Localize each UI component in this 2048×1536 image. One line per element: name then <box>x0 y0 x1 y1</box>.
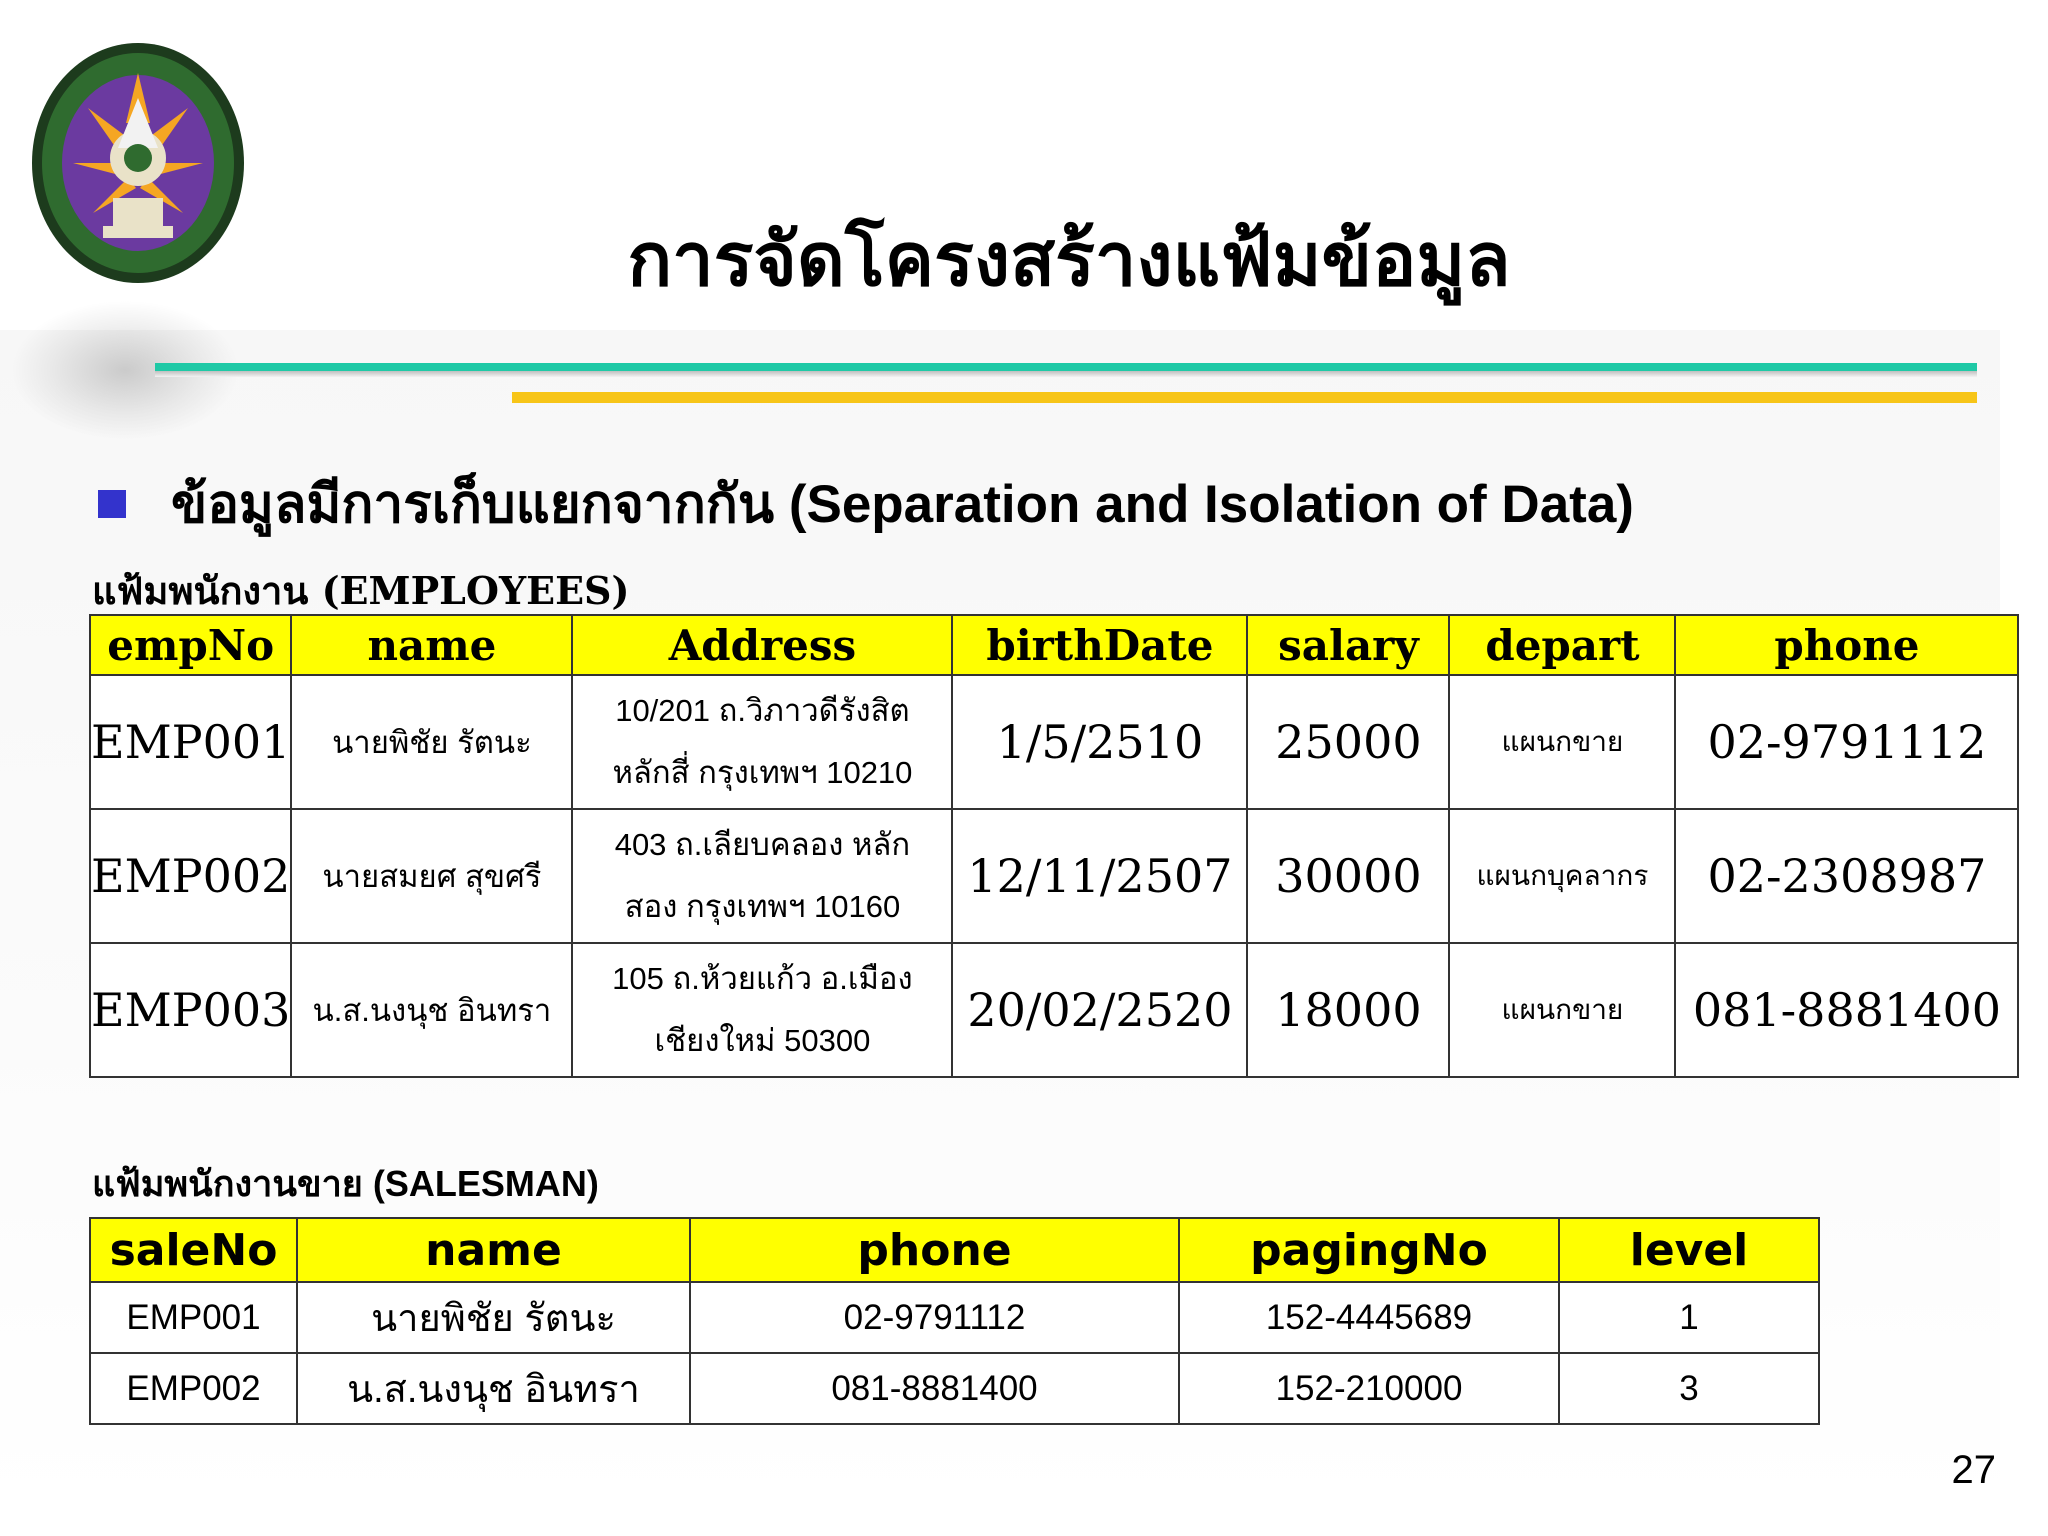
cell-phone: 02-9791112 <box>690 1282 1179 1353</box>
table-row <box>90 943 2018 1077</box>
page-number: 27 <box>1951 1448 1996 1492</box>
address-line: 105 ถ.ห้วยแก้ว อ.เมือง <box>612 961 913 996</box>
cell-salary: 18000 <box>1247 943 1449 1077</box>
cell-phone: 02-9791112 <box>1675 675 2018 809</box>
column-header: birthDate <box>952 615 1247 675</box>
title-rule-gold <box>512 392 1977 403</box>
column-header: salary <box>1247 615 1449 675</box>
salesman-table <box>89 1217 1820 1425</box>
cell-empno: EMP003 <box>90 943 291 1077</box>
bullet-point <box>98 462 1634 546</box>
table-header-row <box>90 615 2018 675</box>
cell-pagingno: 152-4445689 <box>1179 1282 1559 1353</box>
cell-salary: 30000 <box>1247 809 1449 943</box>
cell-name: นายสมยศ สุขศรี <box>291 809 572 943</box>
title-rule-shadow <box>155 371 1977 377</box>
cell-birthdate: 20/02/2520 <box>952 943 1247 1077</box>
column-header: Address <box>572 615 952 675</box>
employees-table <box>89 614 2019 1078</box>
cell-depart: แผนกขาย <box>1449 943 1675 1077</box>
cell-phone: 081-8881400 <box>1675 943 2018 1077</box>
cell-address <box>572 675 952 809</box>
cell-depart: แผนกขาย <box>1449 675 1675 809</box>
cell-saleno: EMP002 <box>90 1353 297 1424</box>
cell-name: นายพิชัย รัตนะ <box>297 1282 690 1353</box>
cell-address <box>572 809 952 943</box>
column-header: depart <box>1449 615 1675 675</box>
column-header: phone <box>1675 615 2018 675</box>
cell-pagingno: 152-210000 <box>1179 1353 1559 1424</box>
cell-phone: 02-2308987 <box>1675 809 2018 943</box>
table-row <box>90 1282 1819 1353</box>
cell-empno: EMP002 <box>90 809 291 943</box>
employees-table-label: แฟ้มพนักงาน (EMPLOYEES) <box>92 568 630 613</box>
column-header: name <box>297 1218 690 1282</box>
column-header: phone <box>690 1218 1179 1282</box>
bullet-text: ข้อมูลมีการเก็บแยกจากกัน (Separation and Isolation of Data) <box>171 475 1634 534</box>
cell-address <box>572 943 952 1077</box>
cell-level: 1 <box>1559 1282 1819 1353</box>
column-header: empNo <box>90 615 291 675</box>
cell-birthdate: 12/11/2507 <box>952 809 1247 943</box>
salesman-table-label: แฟ้มพนักงานขาย (SALESMAN) <box>92 1163 599 1204</box>
cell-salary: 25000 <box>1247 675 1449 809</box>
square-bullet-icon <box>98 490 126 518</box>
cell-depart: แผนกบุคลากร <box>1449 809 1675 943</box>
cell-level: 3 <box>1559 1353 1819 1424</box>
cell-empno: EMP001 <box>90 675 291 809</box>
address-line: หลักสี่ กรุงเทพฯ 10210 <box>612 755 913 790</box>
title-rule-green <box>155 363 1977 371</box>
cell-name: นายพิชัย รัตนะ <box>291 675 572 809</box>
table-row <box>90 809 2018 943</box>
table-row <box>90 1353 1819 1424</box>
address-line: 10/201 ถ.วิภาวดีรังสิต <box>615 693 910 728</box>
table-header-row <box>90 1218 1819 1282</box>
column-header: pagingNo <box>1179 1218 1559 1282</box>
table-row <box>90 675 2018 809</box>
cell-saleno: EMP001 <box>90 1282 297 1353</box>
cell-phone: 081-8881400 <box>690 1353 1179 1424</box>
cell-name: น.ส.นงนุช อินทรา <box>291 943 572 1077</box>
cell-name: น.ส.นงนุช อินทรา <box>297 1353 690 1424</box>
column-header: level <box>1559 1218 1819 1282</box>
column-header: saleNo <box>90 1218 297 1282</box>
slide-title: การจัดโครงสร้างแฟ้มข้อมูล <box>627 217 1511 303</box>
cell-birthdate: 1/5/2510 <box>952 675 1247 809</box>
column-header: name <box>291 615 572 675</box>
address-line: สอง กรุงเทพฯ 10160 <box>624 889 901 924</box>
address-line: 403 ถ.เลียบคลอง หลัก <box>614 827 911 862</box>
address-line: เชียงใหม่ 50300 <box>654 1023 871 1058</box>
